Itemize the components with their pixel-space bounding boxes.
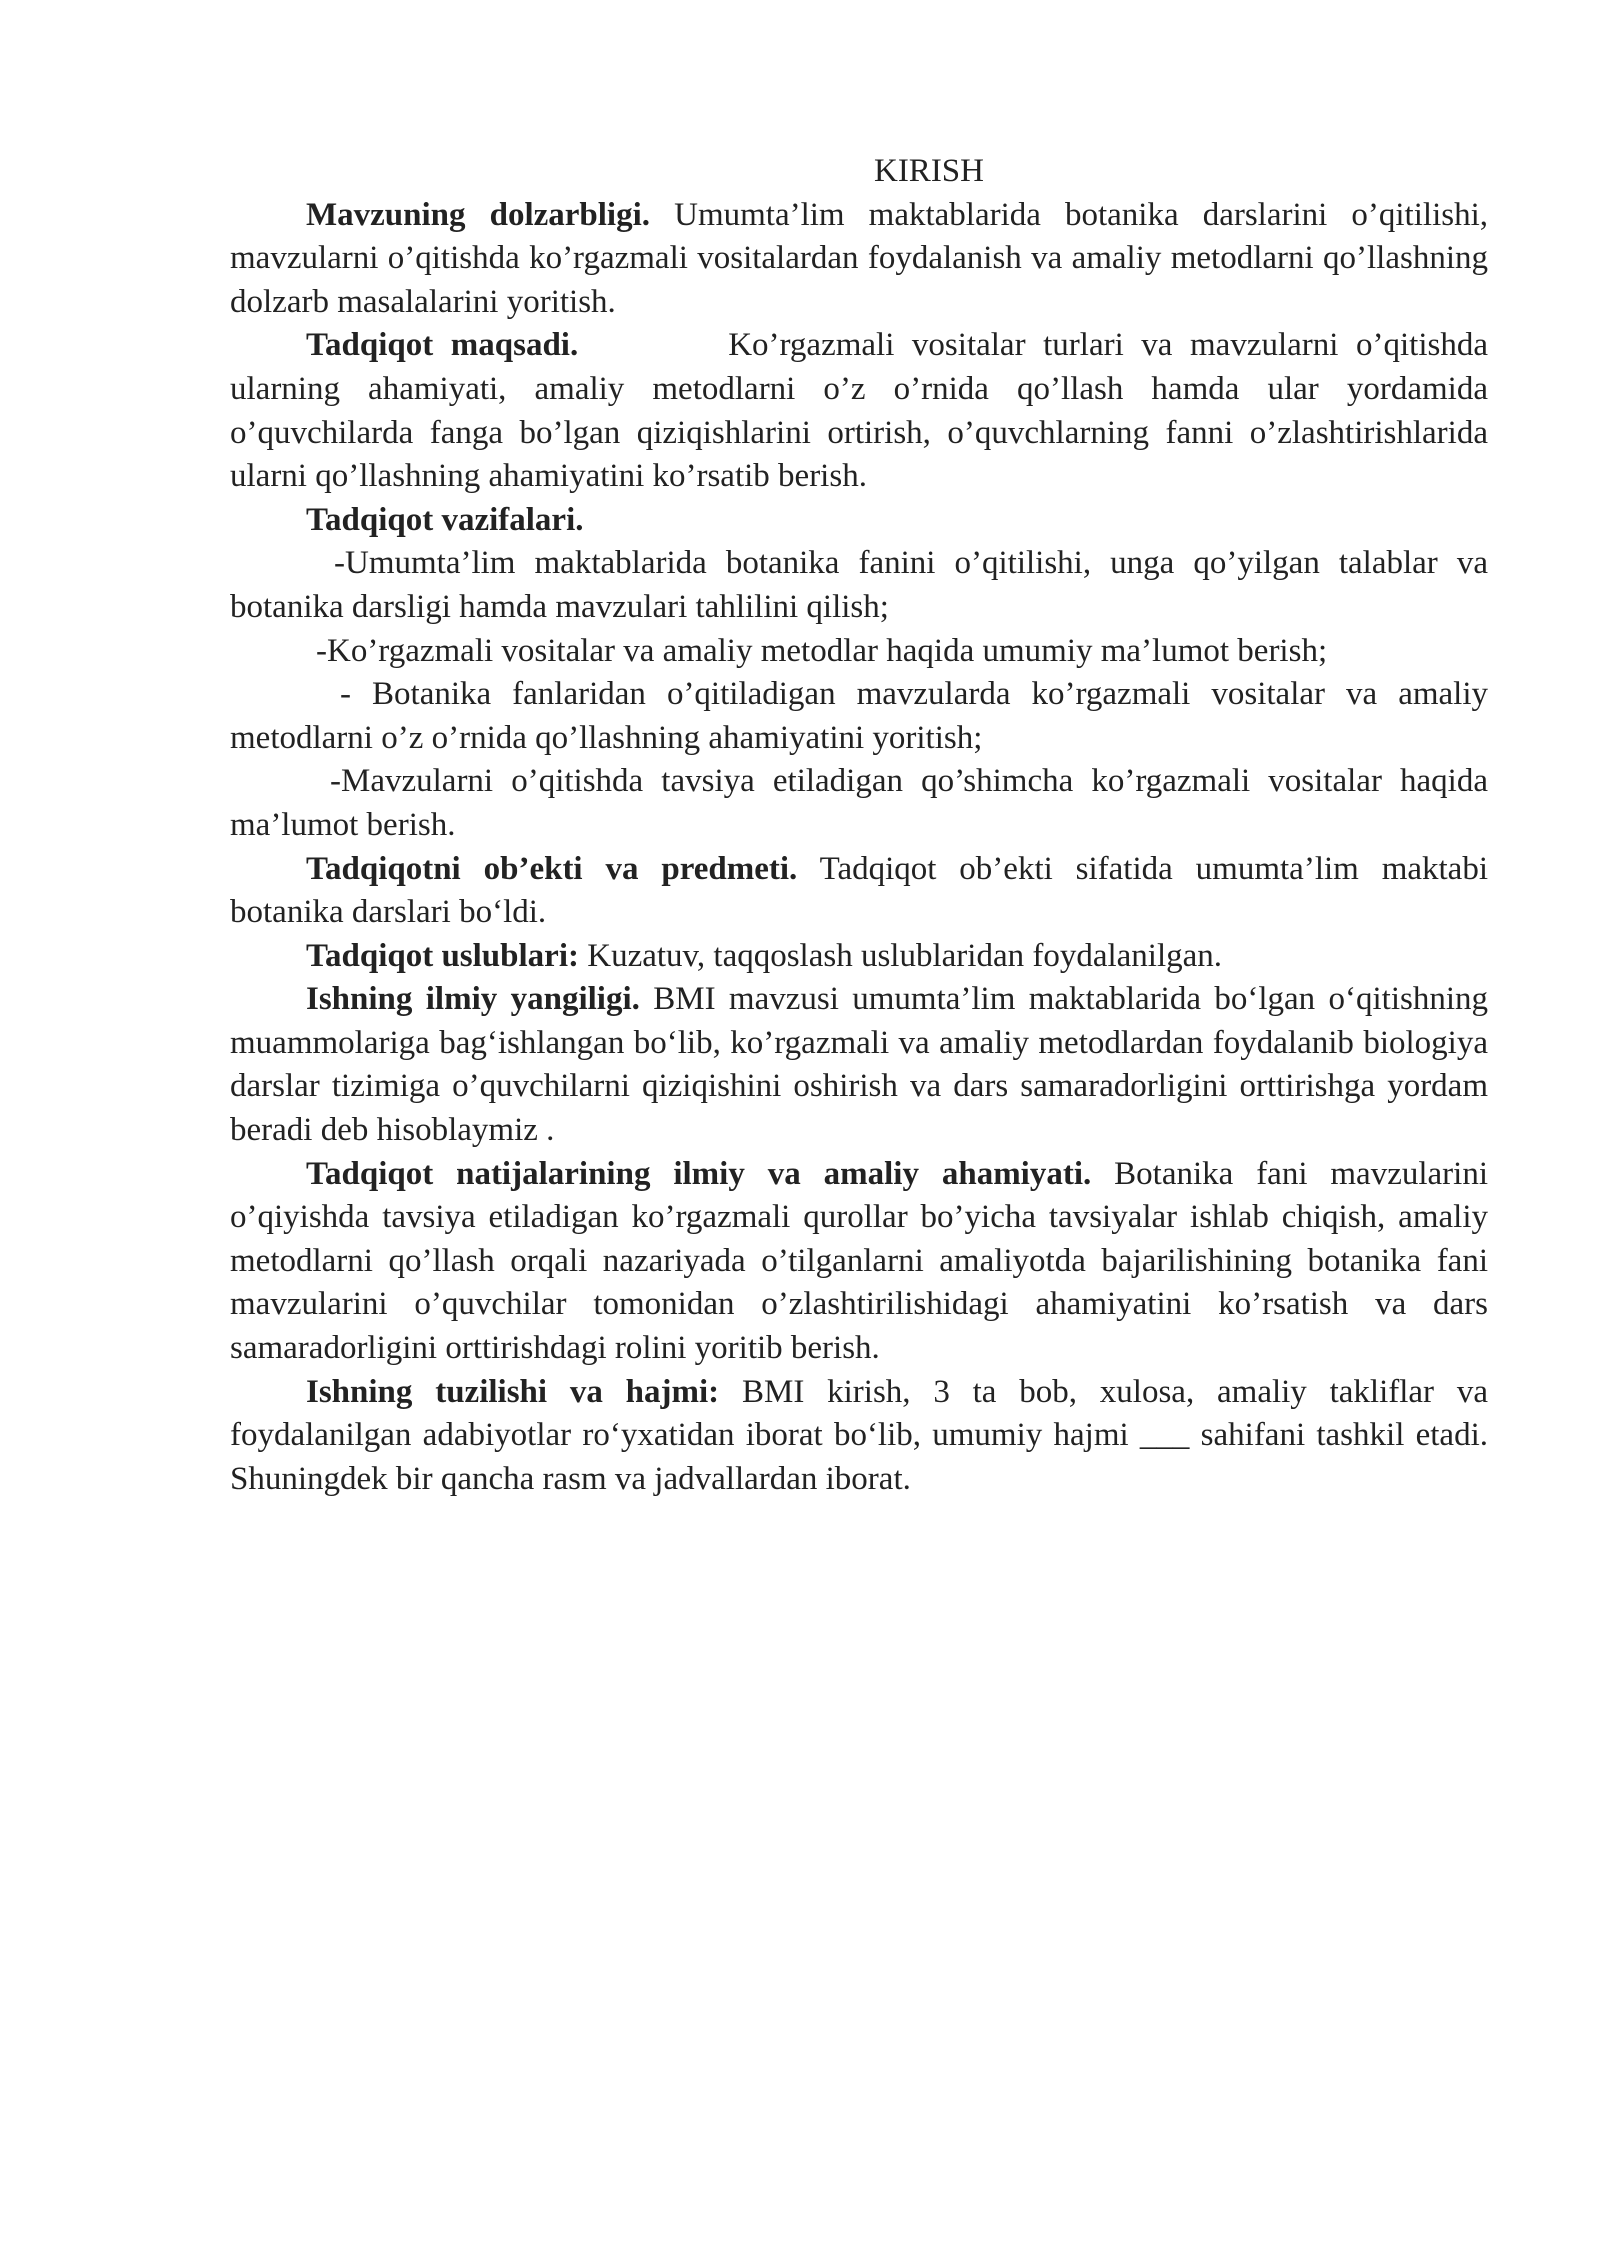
- tasks-paragraph: [230, 499, 1488, 543]
- page-title: KIRISH: [873, 153, 984, 189]
- task-item-3: - Botanika fanlaridan o’qitiladigan mavzularda ko’rgazmali vositalar va amaliy metodlarni o’z o’rnida qo’llashning ahamiyatini yoritish;: [230, 676, 1488, 756]
- object-paragraph: [230, 848, 1488, 935]
- document-body: [230, 150, 1488, 1501]
- structure-heading: Ishning tuzilishi va hajmi:: [306, 1373, 720, 1410]
- task-item-1: -Umumta’lim maktablarida botanika fanini o’qitilishi, unga qo’yilgan talablar va botanika darsligi hamda mavzulari tahlilini qilish;: [230, 545, 1488, 625]
- relevance-text: Umumta’lim maktablarida botanika darslarini o’qitilishi, mavzularni o’qitishda ko’rgazmali vositalardan foydalanish va amaliy metodlarni qo’llashning dolzarb masalalarini yoritish.: [230, 196, 1488, 320]
- goal-heading: Tadqiqot maqsadi.: [306, 327, 579, 364]
- significance-heading: Tadqiqot natijalarining ilmiy va amaliy ahamiyati.: [306, 1155, 1092, 1192]
- methods-text: Kuzatuv, taqqoslash uslublaridan foydalanilgan.: [579, 937, 1223, 974]
- goal-text: Ko’rgazmali vositalar turlari va mavzularni o’qitishda ularning ahamiyati, amaliy metodlarni o’z o’rnida qo’llash hamda ular yordamida o’quvchilarda fanga bo’lgan qiziqishlarini ortirish, o’quvchlarning fanni o’zlashtirishlarida ularni qo’llashning ahamiyatini ko’rsatib berish.: [230, 327, 1488, 495]
- tasks-heading: Tadqiqot vazifalari.: [306, 501, 584, 538]
- novelty-paragraph: [230, 978, 1488, 1152]
- object-text: Tadqiqot ob’ekti sifatida umumta’lim maktabi botanika darslari bo‘ldi.: [230, 850, 1488, 931]
- relevance-paragraph: [230, 194, 1488, 325]
- structure-text: BMI kirish, 3 ta bob, xulosa, amaliy takliflar va foydalanilgan adabiyotlar ro‘yxatidan iborat bo‘lib, umumiy hajmi ___ sahifani tashkil etadi. Shuningdek bir qancha rasm va jadvallardan iborat.: [230, 1373, 1488, 1497]
- structure-paragraph: [230, 1371, 1488, 1502]
- object-heading: Tadqiqotni ob’ekti va predmeti.: [306, 850, 798, 887]
- task-item-2: -Ko’rgazmali vositalar va amaliy metodlar haqida umumiy ma’lumot berish;: [316, 632, 1328, 669]
- novelty-text: BMI mavzusi umumta’lim maktablarida bo‘lgan o‘qitishning muammolariga bag‘ishlangan bo‘lib, ko’rgazmali va amaliy metodlardan foydalanib biologiya darslar tizimiga o’quvchilarni qiziqishini oshirish va dars samaradorligini orttirishga yordam beradi deb hisoblaymiz .: [230, 981, 1488, 1149]
- significance-paragraph: [230, 1153, 1488, 1371]
- significance-text: Botanika fani mavzularini o’qiyishda tavsiya etiladigan ko’rgazmali qurollar bo’yicha tavsiyalar ishlab chiqish, amaliy metodlarni qo’llash orqali nazariyada o’tilganlarni amaliyotda bajarilishining botanika fani mavzularini o’quvchilar tomonidan o’zlashtirilishidagi ahamiyatini ko’rsatish va dars samaradorligini orttirishdagi rolini yoritib berish.: [230, 1155, 1488, 1367]
- novelty-heading: Ishning ilmiy yangiligi.: [306, 981, 640, 1018]
- methods-heading: Tadqiqot uslublari:: [306, 937, 579, 974]
- goal-paragraph: [230, 324, 1488, 498]
- relevance-heading: Mavzuning dolzarbligi.: [306, 196, 651, 233]
- task-item-4: -Mavzularni o’qitishda tavsiya etiladigan qo’shimcha ko’rgazmali vositalar haqida ma’lumot berish.: [230, 763, 1488, 843]
- methods-paragraph: [230, 935, 1488, 979]
